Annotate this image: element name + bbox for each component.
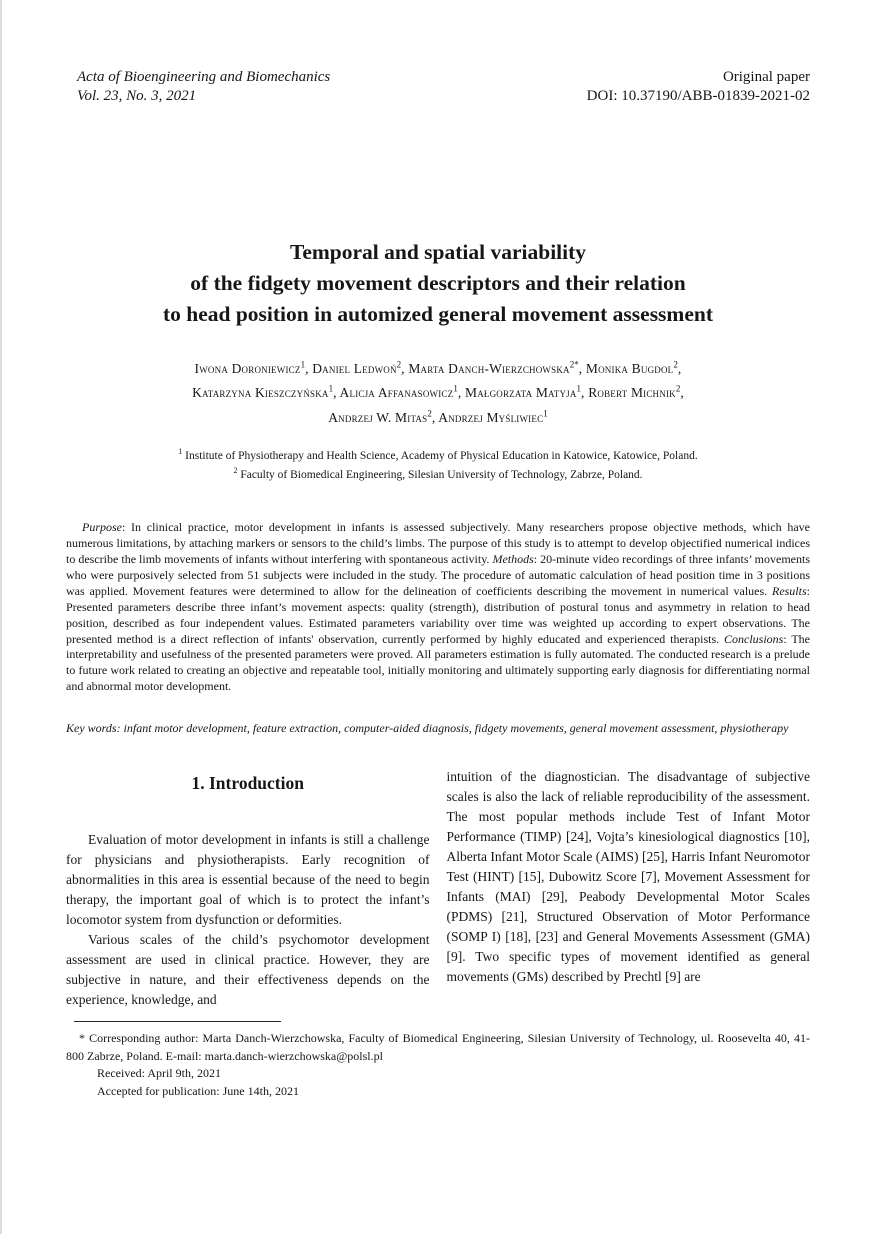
author-list — [66, 354, 810, 428]
author — [408, 361, 586, 376]
author-name: Andrzej Myśliwiec — [438, 409, 544, 425]
body-columns — [66, 767, 810, 1010]
affiliation-list — [66, 444, 810, 484]
journal-name: Acta of Bioengineering and Biomechanics — [77, 69, 331, 85]
affiliation — [66, 463, 810, 483]
author-affiliation-mark: 2 — [396, 359, 402, 369]
author-list-line1 — [66, 354, 810, 379]
author-name: Iwona Doroniewicz — [194, 360, 301, 376]
author — [588, 385, 684, 400]
author-name: Marta Danch-Wierzchowska — [408, 360, 570, 376]
keywords-label: Key words — [66, 721, 117, 736]
footnote — [66, 1030, 810, 1100]
author-separator: , — [305, 360, 313, 376]
author-affiliation-mark: 2 — [427, 408, 432, 418]
author-name: Robert Michnik — [588, 385, 676, 400]
author-separator: , — [457, 385, 465, 400]
author — [312, 361, 408, 376]
affiliation-number: 2 — [233, 466, 238, 476]
paper-type-label: Original paper — [722, 69, 810, 85]
author-list-line2 — [66, 379, 810, 404]
author-separator: , — [401, 360, 409, 376]
author-affiliation-mark: 1 — [328, 383, 334, 394]
journal-header — [66, 68, 810, 106]
abstract-methods-text: : 20-minute video recordings of three infants’ movements who were purposively selected from 51 subjects were included in the study. The procedure of automatic calculation of head position time in 3 positions was applied. Movement features were determined to allow for the delineation of coefficients describing the movement in numerical values. — [66, 551, 810, 598]
author-affiliation-mark: 1 — [453, 383, 458, 394]
author-affiliation-mark: 2 — [675, 383, 681, 394]
author-name: Małgorzata Matyja — [464, 385, 577, 400]
author — [340, 385, 465, 400]
left-column — [66, 767, 430, 1010]
paper-doi: DOI: 10.37190/ABB-01839-2021-02 — [586, 88, 810, 104]
abstract-results-text: : Presented parameters describe three infant’s movement aspects: quality (strength), distribution of postural tonus and asymmetry in relation to head position, described as four independent values. Estimated parameters variability over time was weighted up according to expert observations. The presented method is a direct reflection of infants' observation, currently performed by highly educated and experienced therapists. — [66, 583, 810, 646]
author-name: Alicja Affanasowicz — [339, 385, 454, 400]
abstract-purpose-text: : In clinical practice, motor development in infants is assessed subjectively. Many researchers propose objective methods, which have numerous limitations, by attaching markers or sensors to the child’s limbs. The purpose of this study is to attempt to develop objectified numerical indices to describe the limb movements of infants without interfering with spontaneous activity. — [66, 520, 810, 566]
author-list-line3 — [66, 403, 810, 428]
affiliation-text: Institute of Physiotherapy and Health Science, Academy of Physical Education in Katowice, Katowice, Poland. — [182, 449, 698, 462]
author-name: Andrzej W. Mitas — [328, 409, 428, 425]
author-affiliation-mark: 1 — [543, 408, 548, 418]
abstract-conclusions-label: Conclusions — [724, 631, 784, 646]
keywords-text: : infant motor development, feature extraction, computer-aided diagnosis, fidgety movements, general movement assessment, physiotherapy — [116, 721, 789, 736]
keywords — [66, 720, 810, 736]
abstract-methods-label: Methods — [492, 551, 534, 566]
body-paragraph: intuition of the diagnostician. The disadvantage of subjective scales is also the lack of reliable reproducibility of the assessment. The most popular methods include Test of Infant Motor Performance (TIMP) [24], Vojta’s kinesiological diagnostics [10], Alberta Infant Motor Scale (AIMS) [25], Harris Infant Neuromotor Test (HINT) [15], Dubowitz Score [7], Movement Assessment for Infants (MAI) [29], Peabody Developmental Motor Scales (PDMS) [21], Structured Observation of Motor Performance (SOMP I) [18], [23] and General Movements Assessment (GMA) [9]. Two specific types of movement identified as general movements (GMs) described by Prechtl [9] are — [446, 769, 810, 985]
author-affiliation-mark: 1 — [576, 383, 582, 394]
author-separator: , — [581, 385, 589, 400]
body-paragraph: Evaluation of motor development in infants is still a challenge for physicians and physiotherapists. Early recognition of abnormalities in this area is essential because of the need to begin therapy, the important goal of which is to protect the infant’s locomotor system from dysfunction or deformities. — [66, 832, 430, 928]
author-name: Daniel Ledwoń — [312, 360, 397, 376]
author-separator: , — [677, 360, 682, 376]
author — [195, 361, 313, 376]
paper-meta — [587, 68, 810, 106]
author — [586, 361, 682, 376]
received-date: Received: April 9th, 2021 — [97, 1066, 221, 1081]
author-separator: , — [578, 360, 586, 376]
author-separator: , — [680, 385, 684, 400]
accepted-date: Accepted for publication: June 14th, 2021 — [97, 1083, 299, 1098]
author-affiliation-mark: 1 — [300, 359, 306, 369]
paper-title-line1: Temporal and spatial variability — [289, 240, 587, 264]
author-separator: , — [333, 385, 340, 400]
author — [192, 385, 339, 400]
author-name: Monika Bugdol — [585, 360, 674, 376]
author — [328, 410, 438, 425]
footnote-divider — [74, 1021, 281, 1022]
author-name: Katarzyna Kieszczyńska — [192, 385, 329, 400]
affiliation-number: 1 — [178, 446, 183, 456]
paper-title-line3: to head position in automized general movement assessment — [162, 302, 713, 326]
abstract — [66, 520, 810, 695]
affiliation-text: Faculty of Biomedical Engineering, Silesian University of Technology, Zabrze, Poland. — [237, 469, 643, 482]
abstract-results-label: Results — [771, 583, 807, 598]
author — [465, 385, 588, 400]
corresponding-author-note: * Corresponding author: Marta Danch-Wierzchowska, Faculty of Biomedical Engineering, Silesian University of Technology, ul. Roosevelta 40, 41-800 Zabrze, Poland. E-mail: marta.danch-wierzchowska@polsl.pl — [66, 1031, 810, 1063]
right-column — [447, 767, 811, 1010]
affiliation — [66, 444, 810, 464]
author-affiliation-mark: 2* — [569, 359, 579, 369]
author-separator: , — [431, 409, 439, 425]
abstract-conclusions-text: : The interpretability and usefulness of the presented parameters were proved. All parameters estimation is fully automated. The conducted research is a prelude to future work related to creating an objective and repeatable tool, initially monitoring and ultimately supporting early diagnosis for differentiating normal and abnormal motor development. — [66, 631, 810, 694]
journal-info — [66, 68, 330, 106]
author — [438, 410, 548, 425]
author-affiliation-mark: 2 — [673, 359, 678, 369]
body-paragraph: Various scales of the child’s psychomotor development assessment are used in clinical practice. However, they are subjective in nature, and their effectiveness depends on the experience, knowledge, and — [66, 932, 430, 1008]
abstract-purpose-label: Purpose — [82, 520, 122, 535]
paper-title — [66, 237, 810, 330]
section-heading-introduction: 1. Introduction — [191, 773, 304, 794]
journal-volume: Vol. 23, No. 3, 2021 — [77, 88, 197, 104]
paper-title-line2: of the fidgety movement descriptors and their relation — [190, 271, 686, 295]
